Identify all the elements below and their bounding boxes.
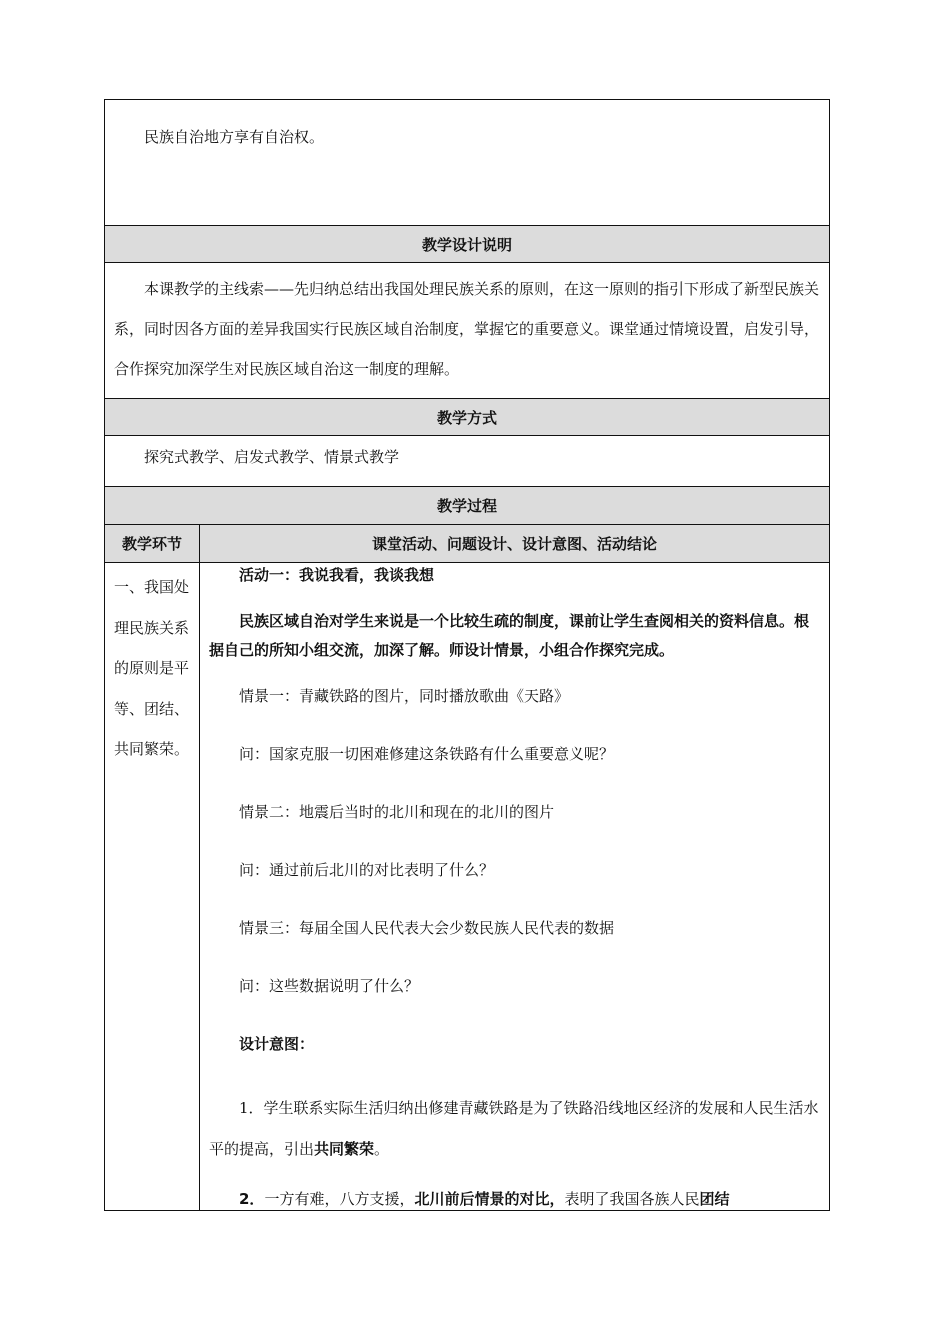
scene-3: 情景三：每届全国人民代表大会少数民族人民代表的数据 [239,919,615,937]
intent-point-2-d: 团结 [699,1190,730,1208]
top-cell-text: 民族自治地方享有自治权。 [144,128,325,146]
col-activity-header: 课堂活动、问题设计、设计意图、活动结论 [200,525,830,563]
question-3: 问：这些数据说明了什么？ [239,977,420,995]
process-heading: 教学过程 [105,487,830,525]
intent-point-2 [200,1188,829,1210]
intent-point-2-c: 表明了我国各族人民 [564,1190,700,1208]
method-heading: 教学方式 [105,399,830,436]
intent-point-2-a: 一方有难，八方支援， [264,1190,415,1208]
design-cell [105,263,830,399]
activity-cell [200,563,830,1211]
method-cell [105,436,830,487]
intent-point-1-bold: 共同繁荣 [314,1140,375,1158]
col-stage-header: 教学环节 [105,525,200,563]
stage-cell [105,563,200,1211]
intent-point-1 [200,1088,829,1170]
question-2: 问：通过前后北川的对比表明了什么？ [239,861,495,879]
scene-2: 情景二：地震后当时的北川和现在的北川的图片 [239,803,555,821]
activity-title: 活动一：我说我看，我谈我想 [239,566,435,584]
design-heading: 教学设计说明 [105,226,830,263]
lesson-plan-table [104,99,830,1211]
question-1: 问：国家克服一切困难修建这条铁路有什么重要意义呢？ [239,745,615,763]
design-text: 本课教学的主线索——先归纳总结出我国处理民族关系的原则，在这一原则的指引下形成了新型民族关系，同时因各方面的差异我国实行民族区域自治制度，掌握它的重要意义。课堂通过情境设置，启发引导，合作探究加深学生对民族区域自治这一制度的理解。 [114,280,820,378]
scene-1: 情景一：青藏铁路的图片，同时播放歌曲《天路》 [239,687,570,705]
activity-intro: 民族区域自治对学生来说是一个比较生疏的制度，课前让学生查阅相关的资料信息。根据自己的所知小组交流，加深了解。师设计情景，小组合作探究完成。 [209,612,810,659]
lesson-plan-page [104,99,829,1211]
intent-point-2-b: 北川前后情景的对比， [414,1190,565,1208]
intent-point-1-text: 1．学生联系实际生活归纳出修建青藏铁路是为了铁路沿线地区经济的发展和人民生活水平的提高，引出 [209,1099,819,1158]
method-text: 探究式教学、启发式教学、情景式教学 [144,448,400,466]
intent-point-1-end: 。 [374,1140,390,1158]
top-cell [105,100,830,226]
stage-text: 一、我国处理民族关系的原则是平等、团结、共同繁荣。 [114,578,190,758]
design-intent-label: 设计意图： [239,1035,315,1053]
intent-point-2-num: 2． [239,1190,265,1208]
